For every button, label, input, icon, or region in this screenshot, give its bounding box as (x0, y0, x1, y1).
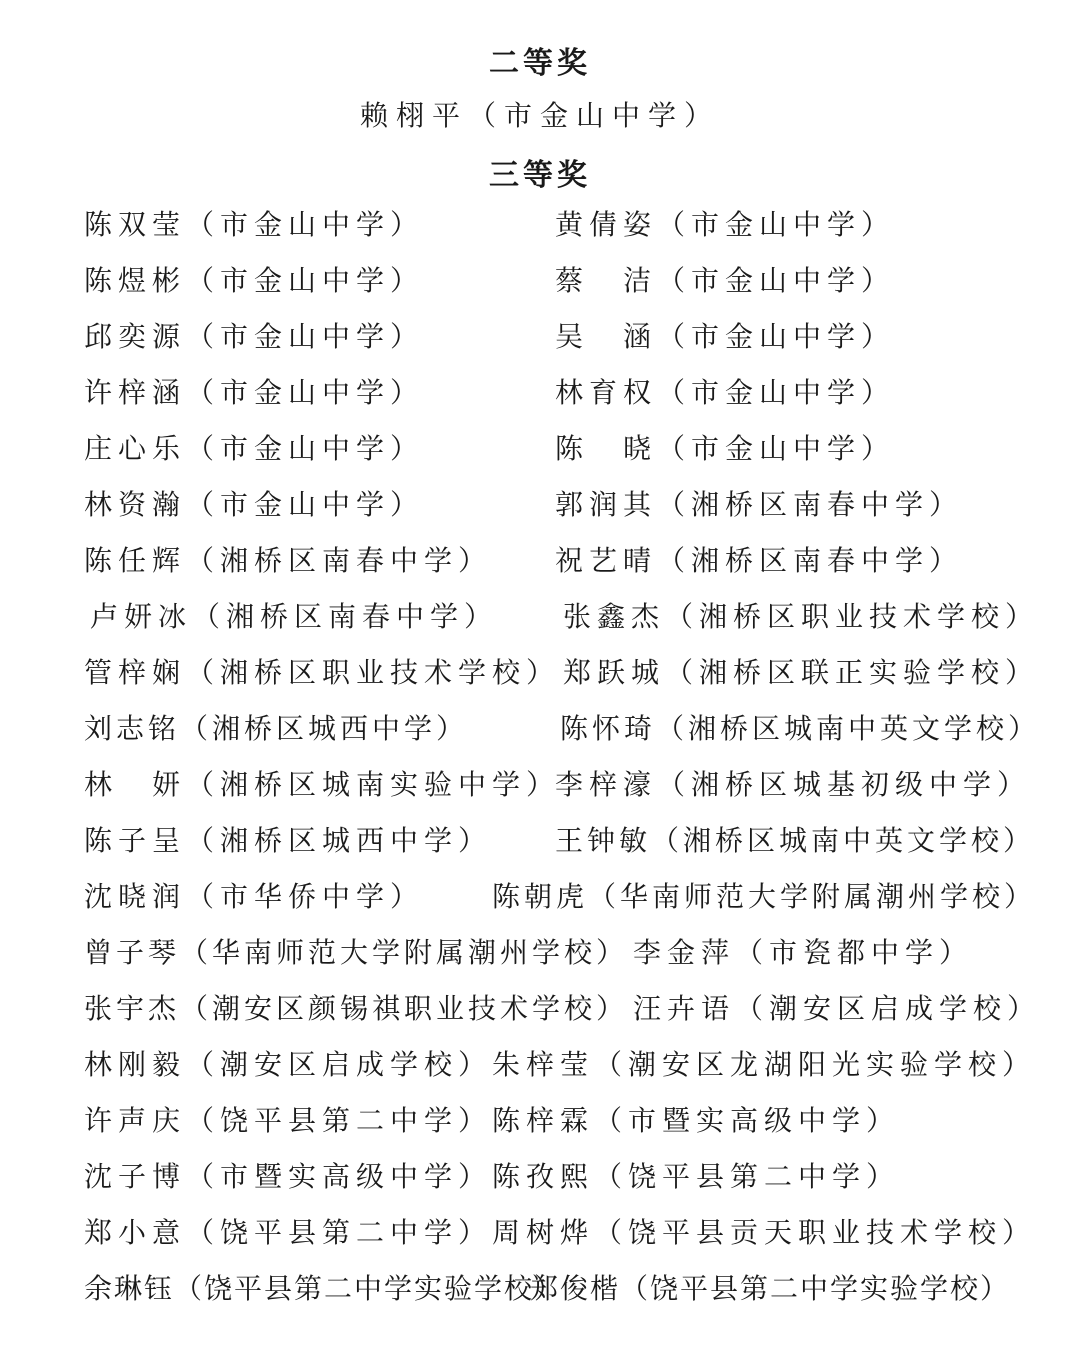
list-item: 刘志铭（湘桥区城西中学） (84, 712, 469, 745)
list-item: 李梓濠（湘桥区城基初级中学） (555, 768, 1032, 801)
second-prize-heading: 二等奖 (489, 46, 591, 81)
list-item: 邱奕源（市金山中学） (84, 320, 425, 353)
list-item: 蔡 洁（市金山中学） (555, 264, 896, 297)
list-item: 林资瀚（市金山中学） (84, 488, 425, 521)
list-item: 沈子博（市暨实高级中学） (84, 1160, 493, 1193)
list-item: 陈怀琦（湘桥区城南中英文学校） (560, 712, 1041, 745)
list-item: 黄倩姿（市金山中学） (555, 208, 896, 241)
list-item: 曾子琴（华南师范大学附属潮州学校） (84, 936, 629, 969)
list-item: 卢妍冰（湘桥区南春中学） (90, 600, 499, 633)
list-item: 沈晓润（市华侨中学） (84, 880, 425, 913)
list-item: 余琳钰（饶平县第二中学实验学校） (84, 1272, 565, 1305)
list-item: 周树烨（饶平县贡天职业技术学校） (492, 1216, 1037, 1249)
list-item: 陈 晓（市金山中学） (555, 432, 896, 465)
list-item: 林育权（市金山中学） (555, 376, 896, 409)
list-item: 陈煜彬（市金山中学） (84, 264, 425, 297)
list-item: 林刚毅（潮安区启成学校） (84, 1048, 493, 1081)
list-item: 陈任辉（湘桥区南春中学） (84, 544, 493, 577)
list-item: 张鑫杰（湘桥区职业技术学校） (563, 600, 1040, 633)
list-item: 汪卉语（潮安区启成学校） (633, 992, 1042, 1025)
list-item: 陈子呈（湘桥区城西中学） (84, 824, 493, 857)
list-item: 朱梓莹（潮安区龙湖阳光实验学校） (492, 1048, 1037, 1081)
list-item: 吴 涵（市金山中学） (555, 320, 896, 353)
list-item: 陈梓霖（市暨实高级中学） (492, 1104, 901, 1137)
list-item: 许梓涵（市金山中学） (84, 376, 425, 409)
list-item: 郑小意（饶平县第二中学） (84, 1216, 493, 1249)
third-prize-heading: 三等奖 (489, 158, 591, 193)
list-item: 庄心乐（市金山中学） (84, 432, 425, 465)
second-prize-winner: 赖栩平（市金山中学） (359, 99, 720, 132)
list-item: 郭润其（湘桥区南春中学） (555, 488, 964, 521)
list-item: 祝艺晴（湘桥区南春中学） (555, 544, 964, 577)
list-item: 李金萍（市瓷都中学） (633, 936, 974, 969)
list-item: 陈孜熙（饶平县第二中学） (492, 1160, 901, 1193)
list-item: 林 妍（湘桥区城南实验中学） (84, 768, 561, 801)
list-item: 王钟敏（湘桥区城南中英文学校） (555, 824, 1036, 857)
list-item: 陈朝虎（华南师范大学附属潮州学校） (492, 880, 1037, 913)
list-item: 郑跃城（湘桥区联正实验学校） (563, 656, 1040, 689)
list-item: 张宇杰（潮安区颜锡祺职业技术学校） (84, 992, 629, 1025)
list-item: 管梓娴（湘桥区职业技术学校） (84, 656, 561, 689)
list-item: 许声庆（饶平县第二中学） (84, 1104, 493, 1137)
list-item: 陈双莹（市金山中学） (84, 208, 425, 241)
list-item: 郑俊楷（饶平县第二中学实验学校） (530, 1272, 1011, 1305)
